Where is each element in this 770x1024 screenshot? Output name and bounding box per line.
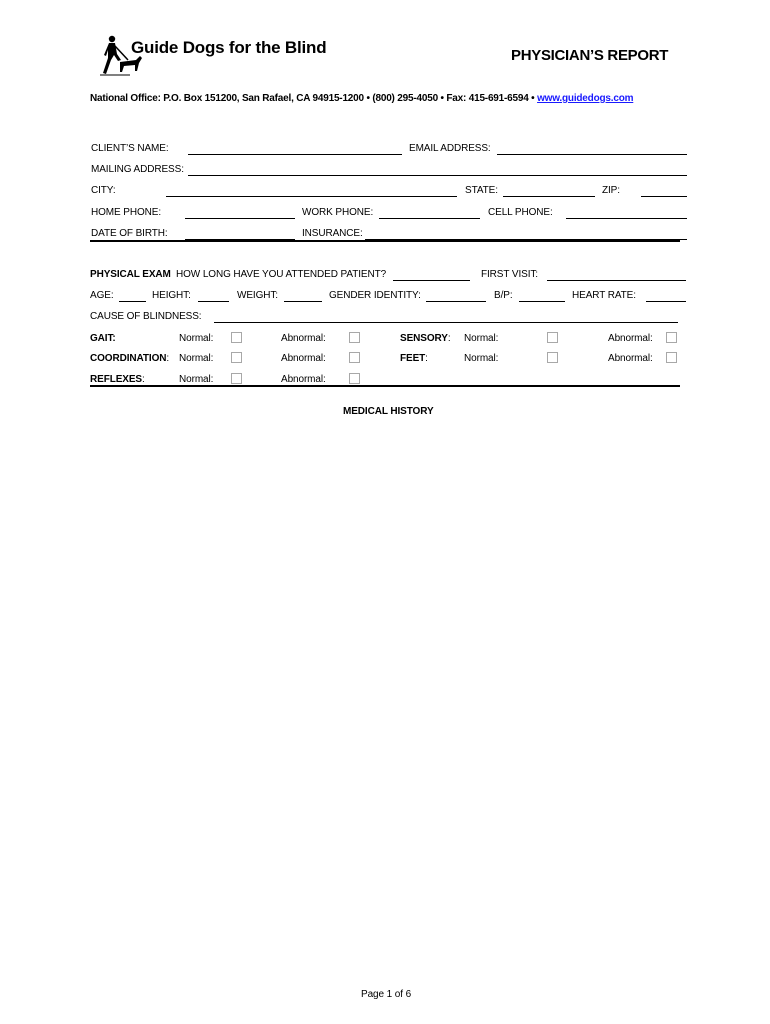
work-phone-field[interactable]	[379, 218, 480, 219]
weight-field[interactable]	[284, 301, 322, 302]
exam-divider	[90, 385, 680, 387]
feet-label	[400, 353, 428, 365]
gait-abnormal-label: Abnormal:	[281, 333, 326, 344]
zip-label: ZIP:	[602, 185, 620, 196]
feet-label-text: FEET	[400, 353, 426, 364]
org-name: Guide Dogs for the Blind	[131, 38, 327, 57]
gait-abnormal-checkbox[interactable]	[349, 332, 360, 343]
sensory-colon: :	[447, 333, 451, 344]
height-field[interactable]	[198, 301, 229, 302]
home-phone-field[interactable]	[185, 218, 295, 219]
section-divider	[90, 240, 680, 242]
reflexes-normal-checkbox[interactable]	[231, 373, 242, 384]
client-name-field[interactable]	[188, 154, 402, 155]
how-long-label: HOW LONG HAVE YOU ATTENDED PATIENT?	[176, 269, 387, 280]
feet-normal-checkbox[interactable]	[547, 352, 558, 363]
office-text: National Office: P.O. Box 151200, San Rafael, CA 94915-1200 • (800) 295-4050 • Fax: 415-691-6594 •	[90, 93, 538, 104]
sensory-label	[400, 333, 451, 345]
work-phone-label: WORK PHONE:	[302, 207, 374, 218]
state-label: STATE:	[465, 185, 498, 196]
office-address	[90, 93, 633, 104]
heart-rate-label: HEART RATE:	[572, 290, 636, 301]
coordination-label-text: COORDINATION	[90, 353, 167, 364]
cause-of-blindness-label: CAUSE OF BLINDNESS:	[90, 311, 202, 322]
state-field[interactable]	[503, 196, 595, 197]
client-name-label: CLIENT’S NAME:	[91, 143, 169, 154]
feet-abnormal-checkbox[interactable]	[666, 352, 677, 363]
bp-label: B/P:	[494, 290, 513, 301]
cause-of-blindness-field[interactable]	[214, 322, 678, 323]
age-label: AGE:	[90, 290, 114, 301]
gait-label: GAIT:	[90, 333, 116, 344]
feet-abnormal-label: Abnormal:	[608, 353, 653, 364]
zip-field[interactable]	[641, 196, 687, 197]
reflexes-normal-label: Normal:	[179, 374, 214, 385]
medical-history-heading: MEDICAL HISTORY	[343, 406, 434, 417]
first-visit-label: FIRST VISIT:	[481, 269, 538, 280]
reflexes-colon: :	[142, 374, 145, 385]
gender-identity-label: GENDER IDENTITY:	[329, 290, 421, 301]
city-field[interactable]	[166, 196, 457, 197]
physical-exam-label: PHYSICAL EXAM	[90, 269, 171, 280]
feet-normal-label: Normal:	[464, 353, 499, 364]
sensory-normal-label: Normal:	[464, 333, 499, 344]
sensory-normal-checkbox[interactable]	[547, 332, 558, 343]
sensory-abnormal-label: Abnormal:	[608, 333, 653, 344]
height-label: HEIGHT:	[152, 290, 191, 301]
gender-identity-field[interactable]	[426, 301, 486, 302]
age-field[interactable]	[119, 301, 146, 302]
first-visit-field[interactable]	[547, 280, 686, 281]
coordination-colon: :	[166, 353, 170, 364]
sensory-label-text: SENSORY	[400, 333, 448, 344]
website-link[interactable]: www.guidedogs.com	[537, 93, 634, 104]
coordination-label	[90, 353, 169, 365]
weight-label: WEIGHT:	[237, 290, 278, 301]
coordination-abnormal-checkbox[interactable]	[349, 352, 360, 363]
home-phone-label: HOME PHONE:	[91, 207, 162, 218]
coordination-abnormal-label: Abnormal:	[281, 353, 326, 364]
reflexes-abnormal-checkbox[interactable]	[349, 373, 360, 384]
reflexes-abnormal-label: Abnormal:	[281, 374, 326, 385]
heart-rate-field[interactable]	[646, 301, 686, 302]
city-label: CITY:	[91, 185, 116, 196]
coordination-normal-checkbox[interactable]	[231, 352, 242, 363]
gait-normal-label: Normal:	[179, 333, 214, 344]
gait-normal-checkbox[interactable]	[231, 332, 242, 343]
cell-phone-field[interactable]	[566, 218, 687, 219]
how-long-field[interactable]	[393, 280, 470, 281]
bp-field[interactable]	[519, 301, 565, 302]
mailing-address-field[interactable]	[188, 175, 687, 176]
coordination-normal-label: Normal:	[179, 353, 214, 364]
feet-colon: :	[425, 353, 428, 364]
cell-phone-label: CELL PHONE:	[488, 207, 553, 218]
email-label: EMAIL ADDRESS:	[409, 143, 491, 154]
email-field[interactable]	[497, 154, 687, 155]
insurance-label: INSURANCE:	[302, 228, 363, 239]
dob-label: DATE OF BIRTH:	[91, 228, 168, 239]
page-number: Page 1 of 6	[361, 989, 412, 1000]
reflexes-label-text: REFLEXES	[90, 374, 142, 385]
page-title: PHYSICIAN’S REPORT	[511, 47, 669, 64]
mailing-address-label: MAILING ADDRESS:	[91, 164, 184, 175]
sensory-abnormal-checkbox[interactable]	[666, 332, 677, 343]
